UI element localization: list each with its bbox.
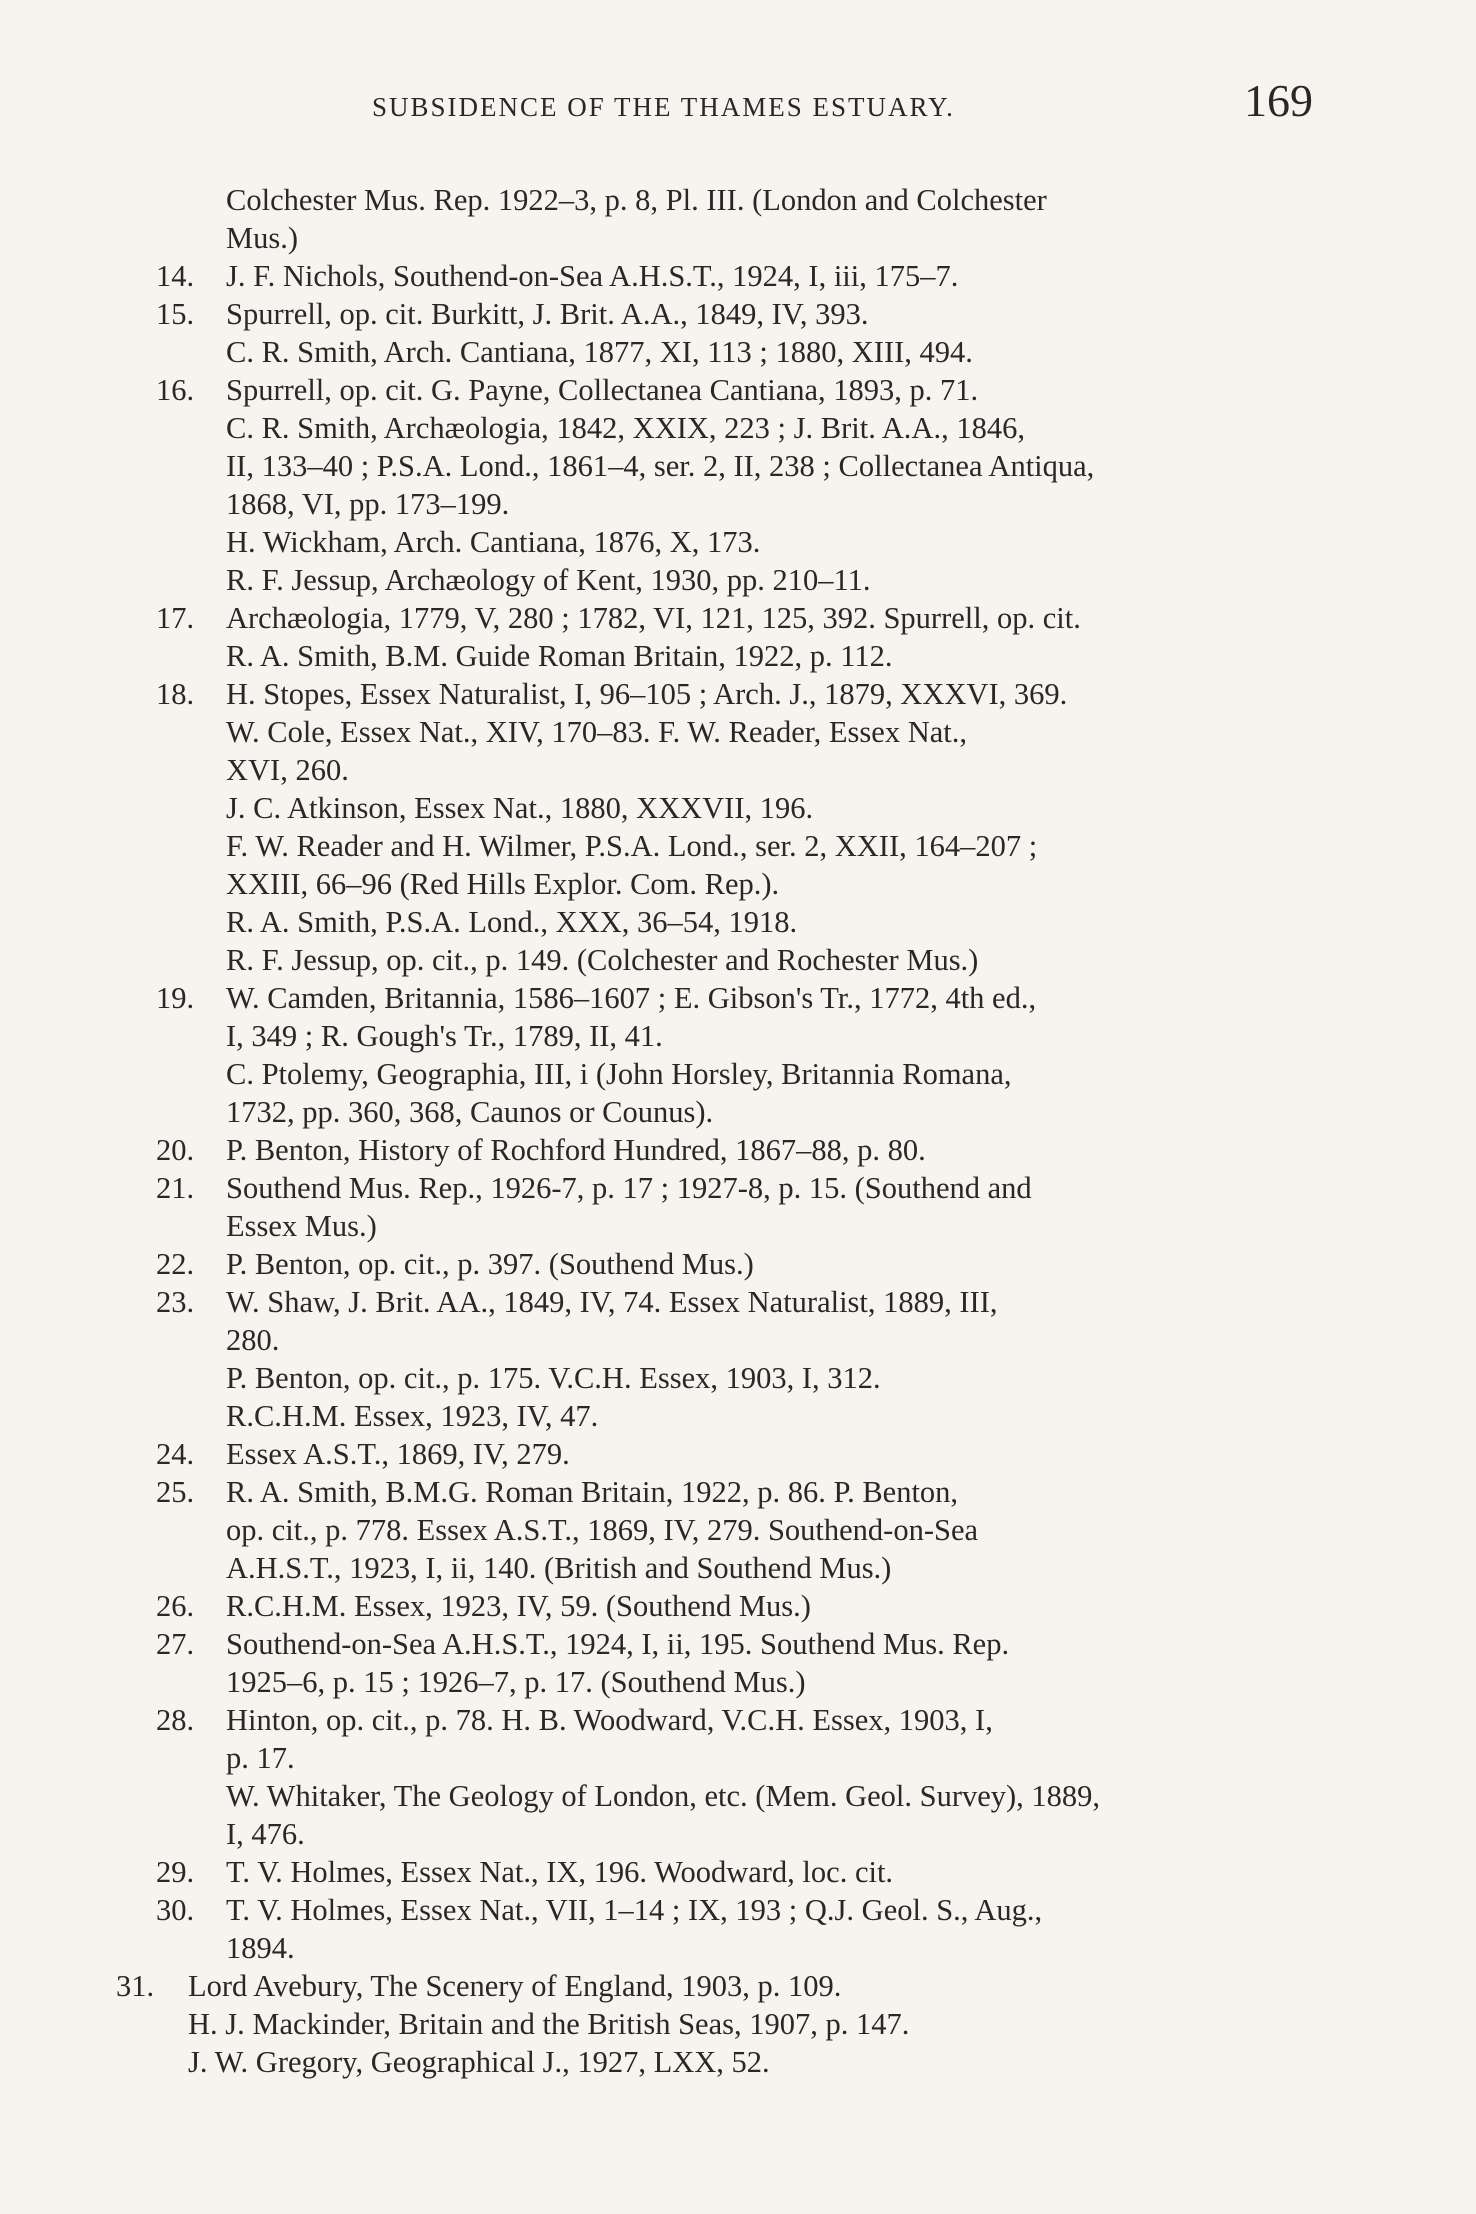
- reference-text: 1732, pp. 360, 368, Caunos or Counus).: [226, 1095, 714, 1129]
- reference-number: 21.: [156, 1171, 195, 1205]
- reference-number: 18.: [156, 677, 195, 711]
- reference-number: 24.: [156, 1437, 195, 1471]
- reference-number: 31.: [116, 1969, 155, 2003]
- reference-text: Mus.): [226, 221, 299, 255]
- reference-text: R. A. Smith, P.S.A. Lond., XXX, 36–54, 1918.: [226, 905, 798, 939]
- reference-text: C. R. Smith, Arch. Cantiana, 1877, XI, 113 ; 1880, XIII, 494.: [226, 335, 973, 369]
- reference-text: P. Benton, History of Rochford Hundred, 1867–88, p. 80.: [226, 1133, 926, 1167]
- reference-number: 14.: [156, 259, 195, 293]
- reference-number: 29.: [156, 1855, 195, 1889]
- reference-number: 26.: [156, 1589, 195, 1623]
- reference-text: T. V. Holmes, Essex Nat., VII, 1–14 ; IX, 193 ; Q.J. Geol. S., Aug.,: [226, 1893, 1043, 1927]
- reference-text: Southend Mus. Rep., 1926-7, p. 17 ; 1927-8, p. 15. (Southend and: [226, 1171, 1032, 1205]
- reference-text: A.H.S.T., 1923, I, ii, 140. (British and Southend Mus.): [226, 1551, 892, 1585]
- reference-text: F. W. Reader and H. Wilmer, P.S.A. Lond., ser. 2, XXII, 164–207 ;: [226, 829, 1038, 863]
- running-head: SUBSIDENCE OF THE THAMES ESTUARY.: [372, 92, 955, 122]
- reference-number: 28.: [156, 1703, 195, 1737]
- reference-number: 22.: [156, 1247, 195, 1281]
- reference-text: J. F. Nichols, Southend-on-Sea A.H.S.T., 1924, I, iii, 175–7.: [226, 259, 959, 293]
- reference-text: R.C.H.M. Essex, 1923, IV, 59. (Southend Mus.): [226, 1589, 811, 1623]
- reference-text: P. Benton, op. cit., p. 175. V.C.H. Essex, 1903, I, 312.: [226, 1361, 881, 1395]
- reference-number: 19.: [156, 981, 195, 1015]
- reference-text: II, 133–40 ; P.S.A. Lond., 1861–4, ser. 2, II, 238 ; Collectanea Antiqua,: [226, 449, 1095, 483]
- reference-number: 16.: [156, 373, 195, 407]
- reference-text: H. Wickham, Arch. Cantiana, 1876, X, 173.: [226, 525, 761, 559]
- reference-text: W. Whitaker, The Geology of London, etc. (Mem. Geol. Survey), 1889,: [226, 1779, 1101, 1813]
- reference-text: Essex A.S.T., 1869, IV, 279.: [226, 1437, 570, 1471]
- reference-text: Essex Mus.): [226, 1209, 377, 1243]
- reference-text: R.C.H.M. Essex, 1923, IV, 47.: [226, 1399, 599, 1433]
- reference-number: 30.: [156, 1893, 195, 1927]
- reference-text: I, 476.: [226, 1817, 305, 1851]
- reference-text: XXIII, 66–96 (Red Hills Explor. Com. Rep.).: [226, 867, 780, 901]
- reference-text: p. 17.: [226, 1741, 295, 1775]
- reference-text: Colchester Mus. Rep. 1922–3, p. 8, Pl. III. (London and Colchester: [226, 183, 1047, 217]
- reference-text: C. R. Smith, Archæologia, 1842, XXIX, 223 ; J. Brit. A.A., 1846,: [226, 411, 1025, 445]
- reference-number: 25.: [156, 1475, 195, 1509]
- reference-text: P. Benton, op. cit., p. 397. (Southend Mus.): [226, 1247, 754, 1281]
- page-number: 169: [1244, 75, 1313, 126]
- reference-number: 23.: [156, 1285, 195, 1319]
- reference-text: C. Ptolemy, Geographia, III, i (John Horsley, Britannia Romana,: [226, 1057, 1012, 1091]
- reference-text: J. C. Atkinson, Essex Nat., 1880, XXXVII, 196.: [226, 791, 814, 825]
- reference-text: H. J. Mackinder, Britain and the British Seas, 1907, p. 147.: [188, 2007, 910, 2041]
- reference-text: T. V. Holmes, Essex Nat., IX, 196. Woodward, loc. cit.: [226, 1855, 894, 1889]
- reference-text: 1868, VI, pp. 173–199.: [226, 487, 510, 521]
- reference-text: I, 349 ; R. Gough's Tr., 1789, II, 41.: [226, 1019, 663, 1053]
- reference-text: R. A. Smith, B.M. Guide Roman Britain, 1922, p. 112.: [226, 639, 893, 673]
- reference-text: R. A. Smith, B.M.G. Roman Britain, 1922, p. 86. P. Benton,: [226, 1475, 959, 1509]
- reference-text: 1925–6, p. 15 ; 1926–7, p. 17. (Southend Mus.): [226, 1665, 806, 1699]
- reference-text: XVI, 260.: [226, 753, 349, 787]
- reference-text: Lord Avebury, The Scenery of England, 1903, p. 109.: [188, 1969, 842, 2003]
- reference-text: 1894.: [226, 1931, 295, 1965]
- reference-text: Archæologia, 1779, V, 280 ; 1782, VI, 121, 125, 392. Spurrell, op. cit.: [226, 601, 1081, 635]
- reference-number: 15.: [156, 297, 195, 331]
- reference-text: Spurrell, op. cit. Burkitt, J. Brit. A.A., 1849, IV, 393.: [226, 297, 869, 331]
- reference-text: op. cit., p. 778. Essex A.S.T., 1869, IV, 279. Southend-on-Sea: [226, 1513, 979, 1547]
- reference-text: W. Cole, Essex Nat., XIV, 170–83. F. W. Reader, Essex Nat.,: [226, 715, 967, 749]
- reference-text: Southend-on-Sea A.H.S.T., 1924, I, ii, 195. Southend Mus. Rep.: [226, 1627, 1010, 1661]
- reference-text: J. W. Gregory, Geographical J., 1927, LXX, 52.: [188, 2045, 770, 2079]
- reference-text: W. Camden, Britannia, 1586–1607 ; E. Gibson's Tr., 1772, 4th ed.,: [226, 981, 1037, 1015]
- reference-text: 280.: [226, 1323, 280, 1357]
- reference-text: W. Shaw, J. Brit. AA., 1849, IV, 74. Essex Naturalist, 1889, III,: [226, 1285, 998, 1319]
- reference-number: 17.: [156, 601, 195, 635]
- reference-text: R. F. Jessup, op. cit., p. 149. (Colchester and Rochester Mus.): [226, 943, 979, 977]
- reference-text: H. Stopes, Essex Naturalist, I, 96–105 ; Arch. J., 1879, XXXVI, 369.: [226, 677, 1068, 711]
- reference-number: 27.: [156, 1627, 195, 1661]
- reference-text: Hinton, op. cit., p. 78. H. B. Woodward, V.C.H. Essex, 1903, I,: [226, 1703, 993, 1737]
- reference-text: Spurrell, op. cit. G. Payne, Collectanea Cantiana, 1893, p. 71.: [226, 373, 979, 407]
- reference-text: R. F. Jessup, Archæology of Kent, 1930, pp. 210–11.: [226, 563, 871, 597]
- reference-number: 20.: [156, 1133, 195, 1167]
